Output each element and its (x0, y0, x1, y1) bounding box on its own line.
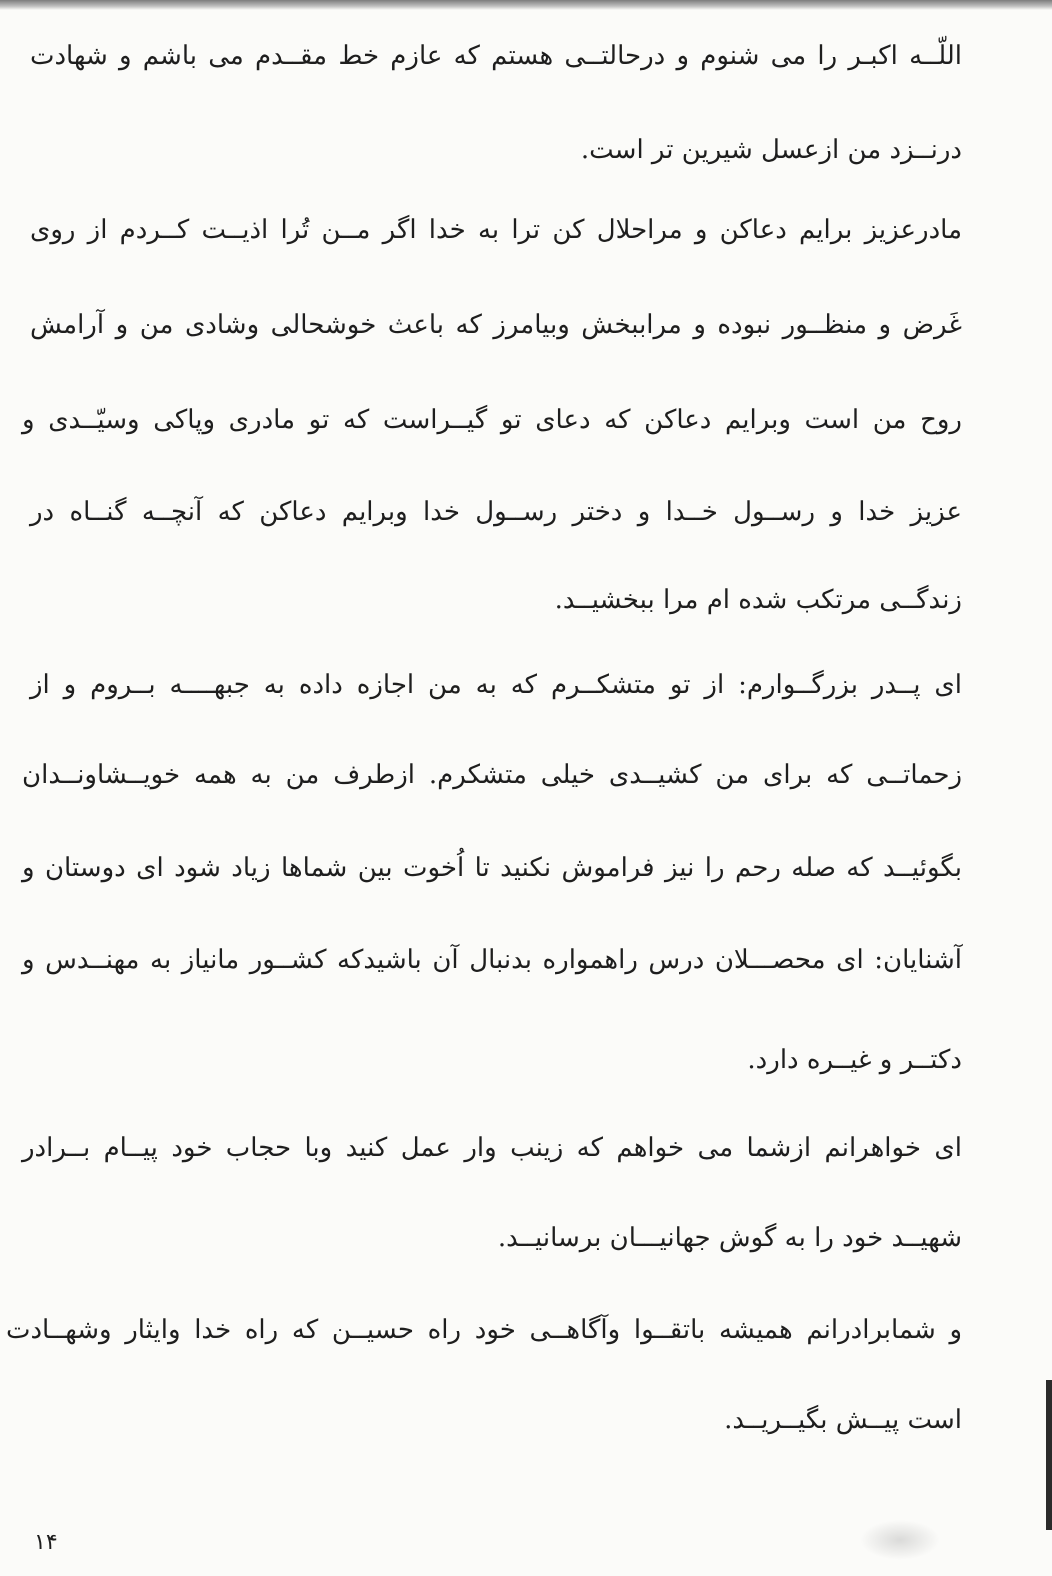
text-line: روح من است وبرایم دعاکن که دعای تو گیــراست که تو مادری وپاکی وسیّــدی و (22, 405, 962, 435)
text-line: است پیــش بگیــریــد. (724, 1405, 962, 1435)
text-line: درنــزد من ازعسل شیرین تر است. (580, 135, 962, 165)
text-line: دکتــر و غیــره دارد. (747, 1045, 962, 1075)
text-line: عزیز خدا و رســول خــدا و دختر رســول خدا وبرایم دعاکن که آنچــه گنــاه در (30, 497, 962, 527)
text-line: و شمابرادرانم همیشه باتقــوا وآگاهــی خود راه حسیــن که راه خدا وایثار وشهــادت (6, 1315, 962, 1345)
text-line: ای پــدر بزرگــوارم: از تو متشکــرم که به من اجازه داده به جبهــــه بــروم و از (30, 670, 962, 700)
text-line: مادرعزیز برایم دعاکن و مراحلال کن ترا به خدا اگر مــن تُرا اذیــت کــردم از روی (30, 215, 962, 245)
scan-smudge (860, 1520, 940, 1560)
text-line: اللّــه اکبـر را می شنوم و درحالتــی هستم که عازم خط مقــدم می باشم و شهادت (30, 41, 962, 71)
text-line: بگوئیــد که صله رحم را نیز فراموش نکنید تا اُخوت بین شماها زیاد شود ای دوستان و (22, 853, 962, 883)
text-line: زحماتــی که برای من کشیــدی خیلی متشکرم. ازطرف من به همه خویــشاونــدان (22, 760, 962, 790)
page-number: ۱۴ (34, 1530, 58, 1555)
text-line: شهیــد خود را به گوش جهانیـــان برسانیــد. (497, 1223, 962, 1253)
text-line: ای خواهرانم ازشما می خواهم که زینب وار عمل کنید وبا حجاب خود پیــام بــرادر (22, 1133, 962, 1163)
text-line: آشنایان: ای محصـــلان درس راهمواره بدنبال آن باشیدکه کشــور مانیاز به مهنــدس و (22, 945, 962, 975)
text-line: زندگــی مرتکب شده ام مرا ببخشیــد. (554, 585, 962, 615)
text-line: غَرض و منظــور نبوده و مراببخش وبیامرز که باعث خوشحالی وشادی من و آرامش (30, 310, 962, 340)
